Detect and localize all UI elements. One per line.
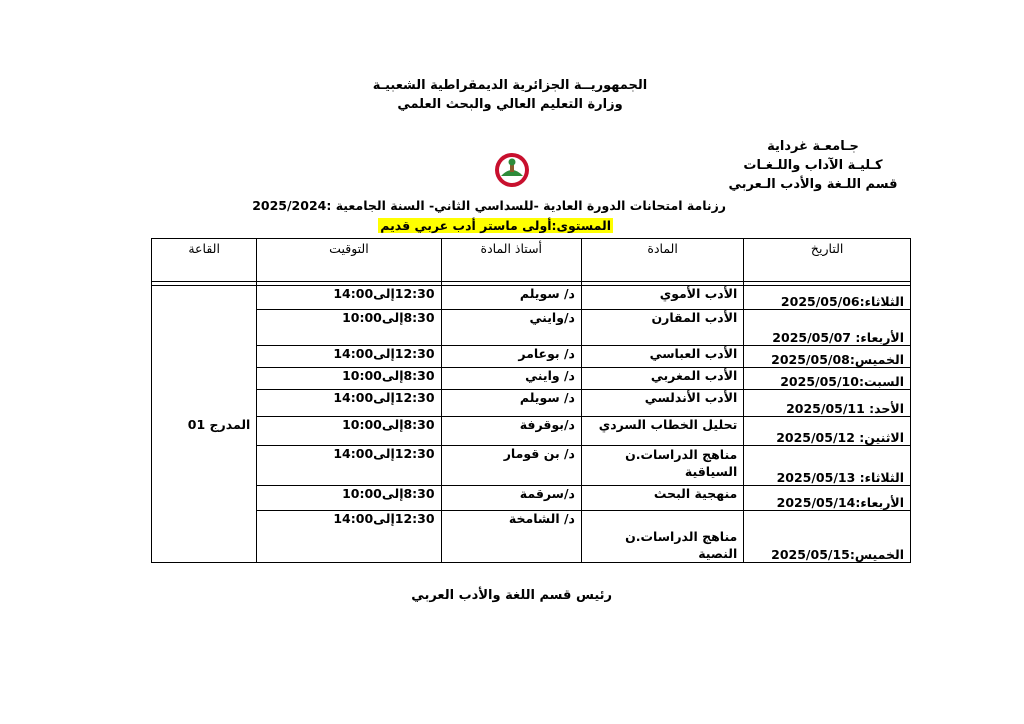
exam-professor: د/ بوعامر	[441, 346, 581, 368]
exam-professor: د/ بن قومار	[441, 446, 581, 486]
exam-subject: منهجية البحث	[581, 486, 743, 511]
exam-time	[257, 390, 441, 417]
exam-professor: د/ سويلم	[441, 390, 581, 417]
time-from: 12:30	[394, 511, 435, 526]
time-separator: إلى	[381, 310, 404, 325]
exam-schedule-table	[151, 238, 911, 563]
time-from: 12:30	[394, 286, 435, 301]
time-to: 14:00	[333, 446, 374, 461]
exam-time	[257, 368, 441, 390]
exam-professor: د/ سويلم	[441, 286, 581, 310]
exam-date: الثلاثاء: 2025/05/13	[744, 446, 911, 486]
exam-subject: تحليل الخطاب السردي	[581, 417, 743, 446]
table-row	[152, 511, 911, 563]
time-from: 8:30	[403, 368, 435, 383]
table-row	[152, 446, 911, 486]
footer-signature: رئيس قسم اللغة والأدب العربي	[411, 588, 612, 603]
exam-subject: الأدب المغربي	[581, 368, 743, 390]
exam-time	[257, 417, 441, 446]
schedule-title: رزنامة امتحانات الدورة العادية -للسداسي الثاني- السنة الجامعية :2025/2024	[252, 198, 726, 213]
time-separator: إلى	[381, 486, 404, 501]
table-header-row	[152, 239, 911, 282]
faculty-name: كـليـة الآداب واللـغـات	[743, 158, 883, 173]
table-row	[152, 286, 911, 310]
time-from: 8:30	[403, 486, 435, 501]
exam-date: الخميس:2025/05/15	[744, 511, 911, 563]
time-to: 10:00	[342, 310, 382, 325]
exam-hall: المدرج 01	[152, 286, 257, 563]
table-row	[152, 417, 911, 446]
time-separator: إلى	[381, 417, 404, 432]
time-to: 14:00	[333, 286, 374, 301]
table-row	[152, 486, 911, 511]
table-row	[152, 390, 911, 417]
header-date: التاريخ	[744, 239, 911, 282]
time-separator: إلى	[373, 390, 395, 405]
header-professor: أستاذ المادة	[441, 239, 581, 282]
time-separator: إلى	[373, 286, 395, 301]
time-to: 10:00	[342, 486, 382, 501]
time-from: 12:30	[394, 446, 435, 461]
time-to: 14:00	[333, 511, 374, 526]
exam-time	[257, 286, 441, 310]
time-from: 12:30	[394, 346, 435, 361]
exam-subject: مناهج الدراسات.ن السياقية	[581, 446, 743, 486]
exam-subject: الأدب المقارن	[581, 310, 743, 346]
time-separator: إلى	[373, 346, 395, 361]
time-from: 8:30	[403, 310, 435, 325]
time-separator: إلى	[381, 368, 404, 383]
exam-date: الأحد: 2025/05/11	[744, 390, 911, 417]
time-to: 10:00	[342, 417, 382, 432]
exam-subject: الأدب العباسي	[581, 346, 743, 368]
exam-date: الاثنين: 2025/05/12	[744, 417, 911, 446]
exam-professor: د/سرقمة	[441, 486, 581, 511]
table-row	[152, 310, 911, 346]
header-subject: المادة	[581, 239, 743, 282]
exam-professor: د/ الشامخة	[441, 511, 581, 563]
time-from: 12:30	[394, 390, 435, 405]
exam-date: الثلاثاء:2025/05/06	[744, 286, 911, 310]
exam-time	[257, 446, 441, 486]
exam-time	[257, 310, 441, 346]
exam-date: الأربعاء:2025/05/14	[744, 486, 911, 511]
exam-subject: الأدب الأندلسي	[581, 390, 743, 417]
time-separator: إلى	[373, 446, 395, 461]
ministry-name: وزارة التعليم العالي والبحث العلمي	[397, 97, 623, 112]
level-label: المستوى:أولى ماستر أدب عربي قديم	[380, 218, 611, 233]
exam-date: الخميس:2025/05/08	[744, 346, 911, 368]
time-to: 14:00	[333, 390, 374, 405]
exam-professor: د/وايني	[441, 310, 581, 346]
header-hall: القاعة	[152, 239, 257, 282]
exam-date: السبت:2025/05/10	[744, 368, 911, 390]
university-name: جـامعـة غرداية	[767, 139, 859, 154]
department-name: قسم اللـغة والأدب الـعربي	[728, 177, 898, 192]
exam-date: الأربعاء: 2025/05/07	[744, 310, 911, 346]
exam-subject: الأدب الأموي	[581, 286, 743, 310]
time-from: 8:30	[403, 417, 435, 432]
time-separator: إلى	[373, 511, 395, 526]
exam-professor: د/ وايني	[441, 368, 581, 390]
university-logo	[494, 152, 530, 188]
republic-name: الجمهوريــة الجزائرية الديمقراطية الشعبيـة	[372, 78, 648, 93]
exam-subject: مناهج الدراسات.ن النصية	[581, 511, 743, 563]
table-row	[152, 346, 911, 368]
exam-professor: د/بوقرفة	[441, 417, 581, 446]
exam-time	[257, 346, 441, 368]
time-to: 14:00	[333, 346, 374, 361]
exam-time	[257, 511, 441, 563]
header-time: التوقيت	[257, 239, 441, 282]
table-row	[152, 368, 911, 390]
exam-time	[257, 486, 441, 511]
time-to: 10:00	[342, 368, 382, 383]
